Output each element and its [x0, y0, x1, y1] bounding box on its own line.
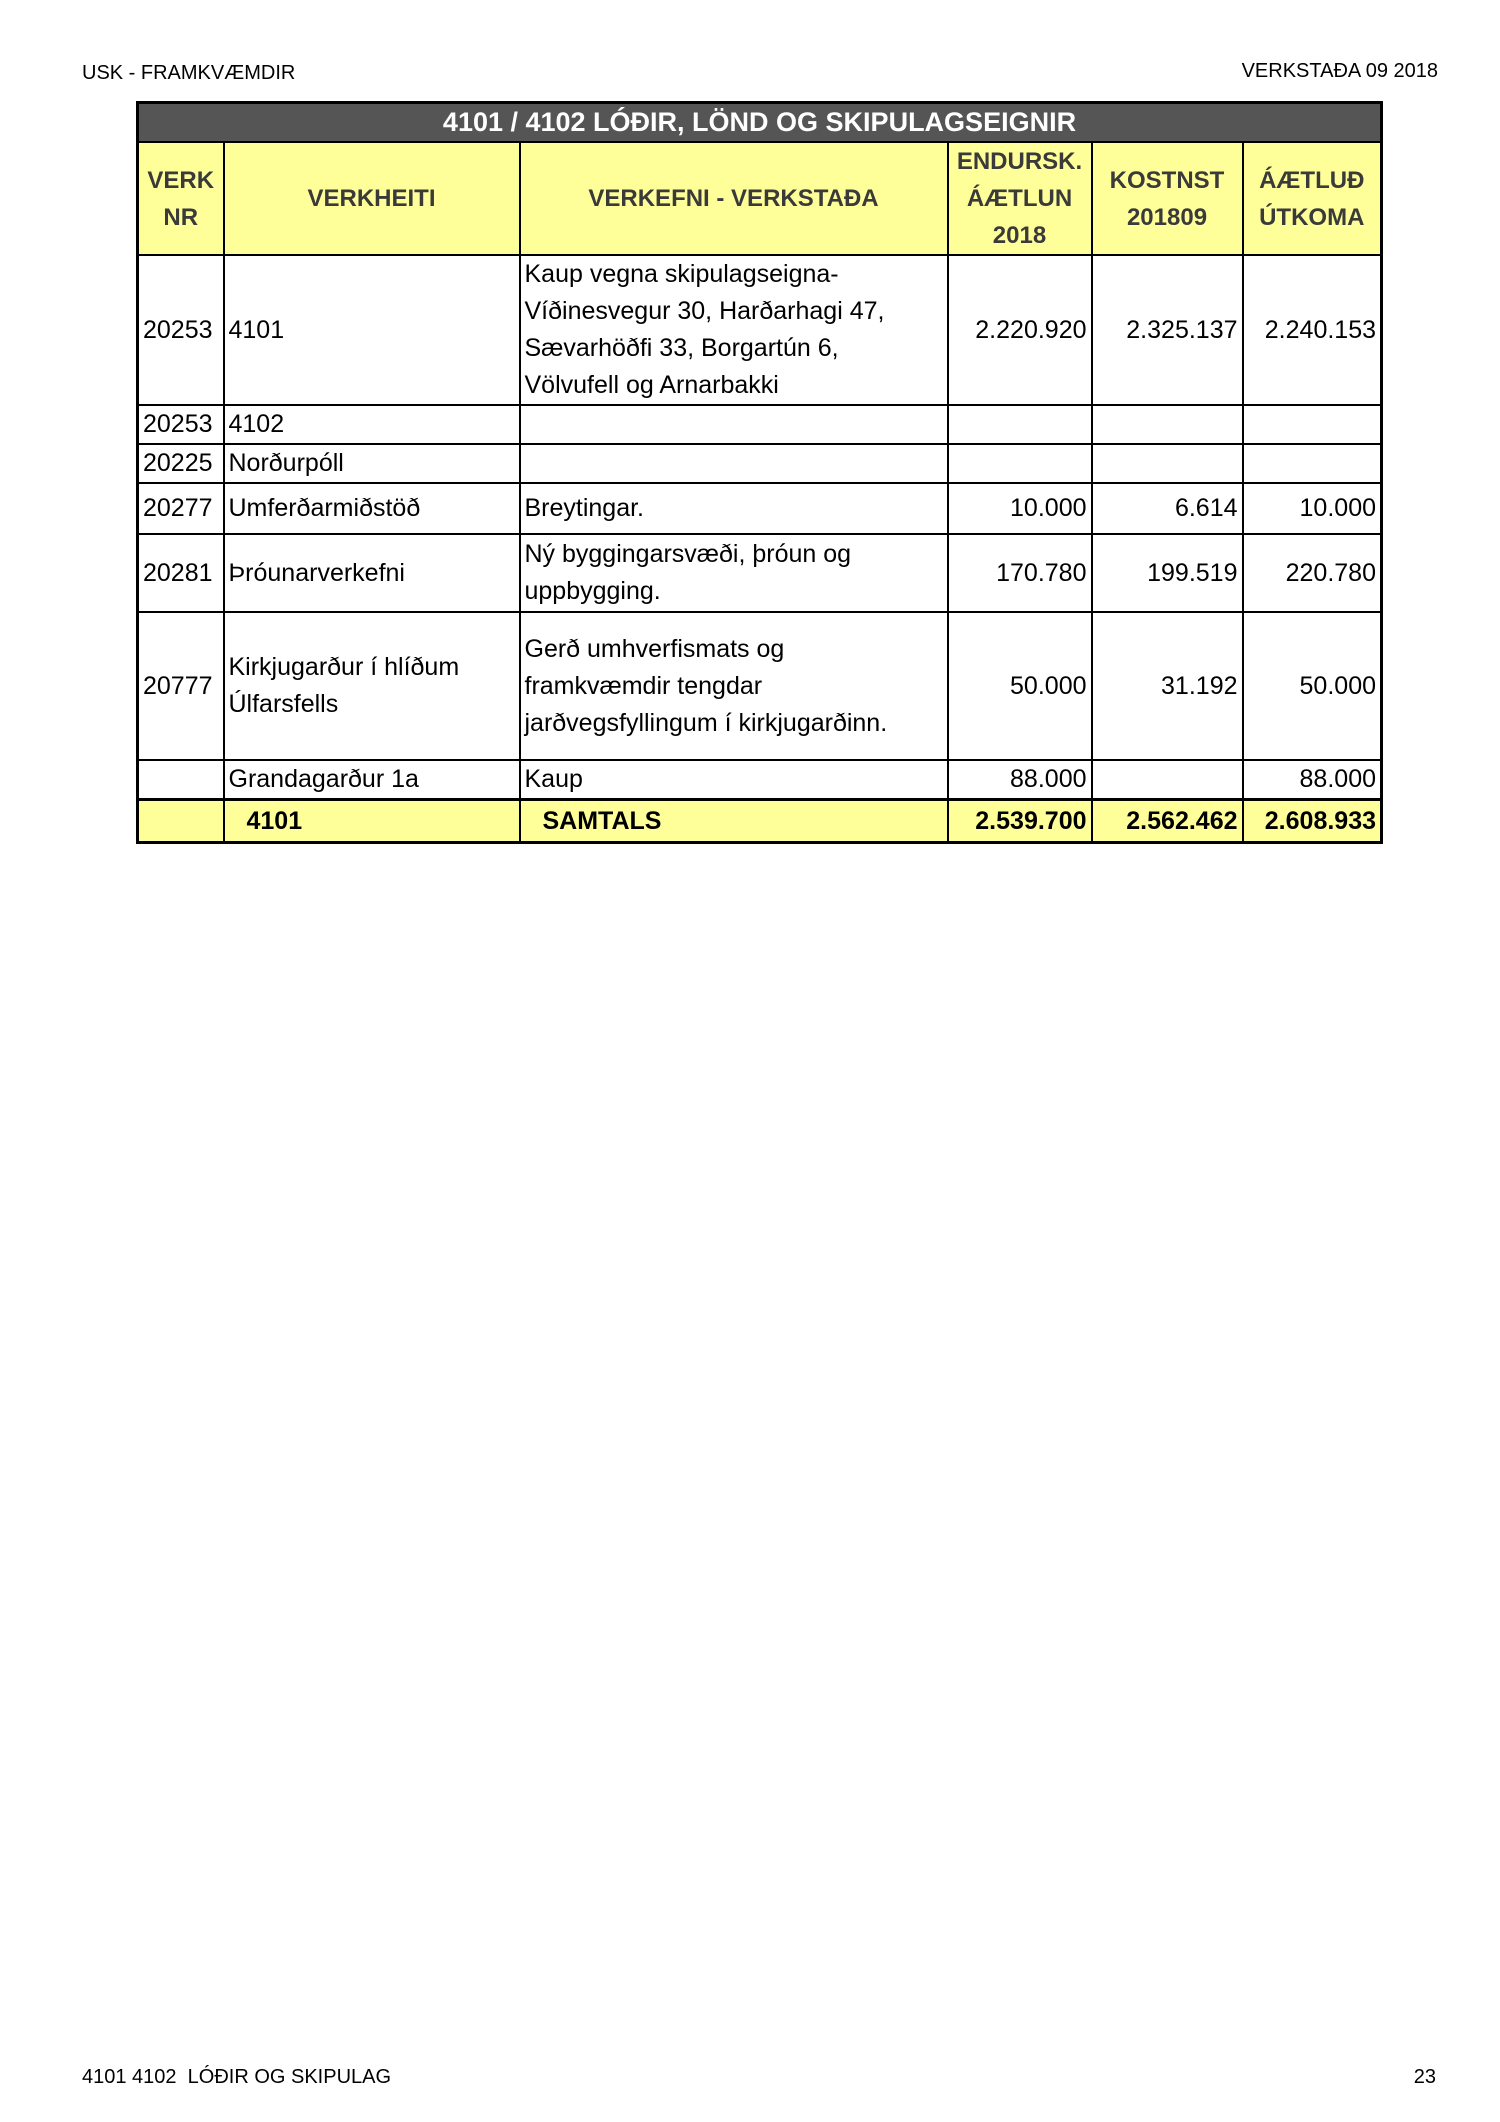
cell-aaetlud [1243, 444, 1382, 483]
total-aaetlud: 2.608.933 [1243, 800, 1382, 843]
cell-verkefni: Ný byggingarsvæði, þróun og uppbygging. [520, 534, 948, 612]
cell-verk-nr [138, 760, 224, 800]
col-header-endursk: ENDURSK. ÁÆTLUN 2018 [948, 142, 1092, 255]
col-header-kostnst: KOSTNST 201809 [1092, 142, 1243, 255]
cell-endursk [948, 405, 1092, 444]
cell-aaetlud: 220.780 [1243, 534, 1382, 612]
cell-aaetlud: 50.000 [1243, 612, 1382, 760]
cell-aaetlud: 2.240.153 [1243, 255, 1382, 405]
table-row [138, 405, 1382, 444]
cell-kostnst: 6.614 [1092, 483, 1243, 534]
cell-aaetlud: 88.000 [1243, 760, 1382, 800]
cell-kostnst: 199.519 [1092, 534, 1243, 612]
cell-endursk: 50.000 [948, 612, 1092, 760]
cell-verkheiti: 4102 [224, 405, 520, 444]
cell-verk-nr: 20225 [138, 444, 224, 483]
col-header-verkefni: VERKEFNI - VERKSTAÐA [520, 142, 948, 255]
cell-verk-nr: 20253 [138, 255, 224, 405]
cell-verk-nr: 20277 [138, 483, 224, 534]
cell-kostnst: 31.192 [1092, 612, 1243, 760]
table-row [138, 444, 1382, 483]
cell-verkefni [520, 405, 948, 444]
page-footer-left: 4101 4102 LÓÐIR OG SKIPULAG [82, 2066, 392, 2088]
cell-kostnst [1092, 444, 1243, 483]
total-endursk: 2.539.700 [948, 800, 1092, 843]
page-header-right: VERKSTAÐA 09 2018 [1241, 60, 1438, 82]
cell-kostnst [1092, 760, 1243, 800]
cell-verkefni [520, 444, 948, 483]
table-title: 4101 / 4102 LÓÐIR, LÖND OG SKIPULAGSEIGNIR [138, 103, 1382, 143]
page-header-left: USK - FRAMKVÆMDIR [82, 62, 296, 84]
cell-aaetlud [1243, 405, 1382, 444]
cell-kostnst [1092, 405, 1243, 444]
col-header-aaetlud: ÁÆTLUÐ ÚTKOMA [1243, 142, 1382, 255]
table-row [138, 255, 1382, 405]
cell-aaetlud: 10.000 [1243, 483, 1382, 534]
budget-table [136, 101, 1383, 844]
cell-verkheiti: 4101 [224, 255, 520, 405]
cell-verkheiti: Norðurpóll [224, 444, 520, 483]
cell-verkefni: Kaup vegna skipulagseigna- Víðinesvegur 30, Harðarhagi 47, Sævarhöðfi 33, Borgartún 6, Völvufell og Arnarbakki [520, 255, 948, 405]
cell-verk-nr: 20253 [138, 405, 224, 444]
col-header-verk-nr: VERK NR [138, 142, 224, 255]
table-row [138, 760, 1382, 800]
cell-endursk: 88.000 [948, 760, 1092, 800]
cell-verk-nr: 20281 [138, 534, 224, 612]
cell-endursk: 10.000 [948, 483, 1092, 534]
table-row [138, 612, 1382, 760]
cell-verkheiti: Kirkjugarður í hlíðum Úlfarsfells [224, 612, 520, 760]
col-header-verkheiti: VERKHEITI [224, 142, 520, 255]
cell-kostnst: 2.325.137 [1092, 255, 1243, 405]
cell-verkefni: Breytingar. [520, 483, 948, 534]
cell-endursk [948, 444, 1092, 483]
page-number: 23 [1413, 2066, 1436, 2088]
cell-verkefni: Gerð umhverfismats og framkvæmdir tengdar jarðvegsfyllingum í kirkjugarðinn. [520, 612, 948, 760]
cell-endursk: 170.780 [948, 534, 1092, 612]
cell-verkefni: Kaup [520, 760, 948, 800]
cell-verk-nr: 20777 [138, 612, 224, 760]
total-kostnst: 2.562.462 [1092, 800, 1243, 843]
total-label: SAMTALS [520, 800, 948, 843]
table-row [138, 483, 1382, 534]
cell-verkheiti: Grandagarður 1a [224, 760, 520, 800]
cell-verkheiti: Umferðarmiðstöð [224, 483, 520, 534]
cell-endursk: 2.220.920 [948, 255, 1092, 405]
total-verk-nr [138, 800, 224, 843]
cell-verkheiti: Þróunarverkefni [224, 534, 520, 612]
table-row [138, 534, 1382, 612]
total-verkheiti: 4101 [224, 800, 520, 843]
total-row [138, 800, 1382, 843]
